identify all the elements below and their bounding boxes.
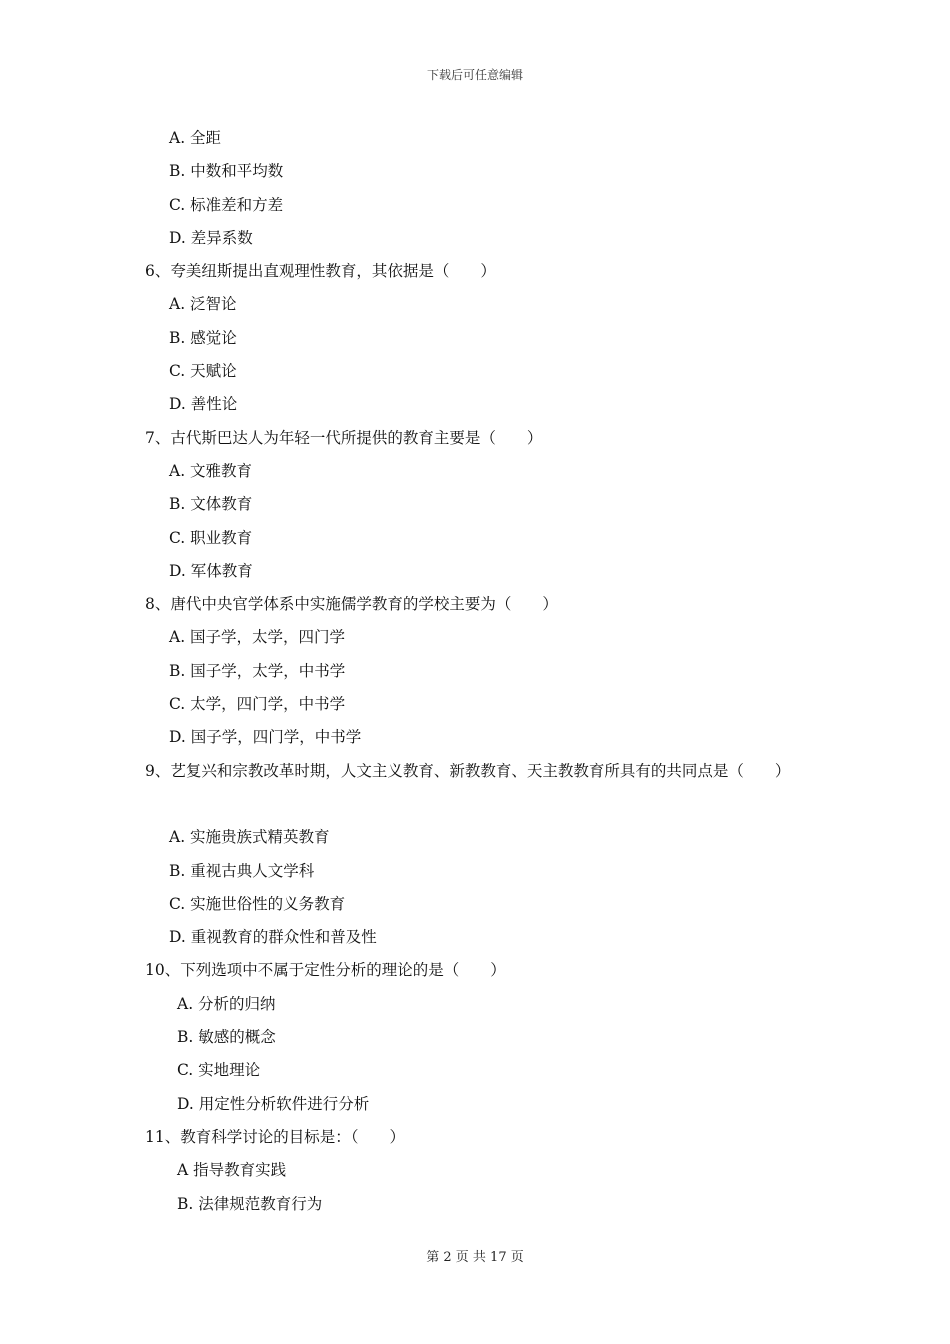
answer-option: C. 职业教育 (169, 528, 253, 547)
answer-option: D. 军体教育 (169, 561, 253, 580)
answer-option: A. 全距 (169, 129, 222, 147)
answer-option: C. 实地理论 (177, 1061, 261, 1080)
answer-option: B. 中数和平均数 (169, 162, 284, 181)
answer-option: D. 用定性分析软件进行分析 (177, 1094, 370, 1113)
answer-option: D. 国子学，四门学，中书学 (169, 728, 362, 747)
answer-option: A. 文雅教育 (169, 461, 253, 480)
answer-option: A. 泛智论 (169, 295, 237, 314)
answer-option: B. 国子学，太学，中书学 (169, 661, 346, 680)
answer-option: C. 太学，四门学，中书学 (169, 695, 346, 714)
page-footer: 第 2 页 共 17 页 (426, 1250, 524, 1265)
answer-option: A. 国子学，太学，四门学 (169, 628, 346, 647)
question-stem: 6、夸美纽斯提出直观理性教育，其依据是（ ） (145, 262, 496, 281)
answer-option: A. 分析的归纳 (177, 994, 276, 1013)
question-stem: 7、古代斯巴达人为年轻一代所提供的教育主要是（ ） (145, 428, 543, 447)
answer-option: D. 重视教育的群众性和普及性 (169, 928, 377, 947)
answer-option: A 指导教育实践 (177, 1161, 287, 1180)
question-list (145, 122, 810, 1221)
question-stem: 10、下列选项中不属于定性分析的理论的是（ ） (145, 961, 506, 980)
answer-option: C. 天赋论 (169, 362, 237, 381)
answer-option: D. 善性论 (169, 395, 238, 414)
answer-option: C. 实施世俗性的义务教育 (169, 894, 346, 913)
question-stem: 9、艺复兴和宗教改革时期，人文主义教育、新教教育、天主教教育所具有的共同点是（ ） (145, 761, 791, 780)
answer-option: B. 重视古典人文学科 (169, 861, 315, 880)
answer-option: B. 敏感的概念 (177, 1028, 276, 1047)
answer-option: B. 文体教育 (169, 495, 253, 514)
answer-option: B. 感觉论 (169, 328, 237, 347)
answer-option: A. 实施贵族式精英教育 (169, 828, 330, 847)
answer-option: D. 差异系数 (169, 228, 253, 247)
page-header: 下载后可任意编辑 (426, 68, 523, 82)
answer-option: B. 法律规范教育行为 (177, 1194, 323, 1213)
question-stem: 11、教育科学讨论的目标是：（ ） (145, 1127, 405, 1146)
answer-option: C. 标准差和方差 (169, 195, 284, 214)
question-stem: 8、唐代中央官学体系中实施儒学教育的学校主要为（ ） (145, 595, 558, 614)
